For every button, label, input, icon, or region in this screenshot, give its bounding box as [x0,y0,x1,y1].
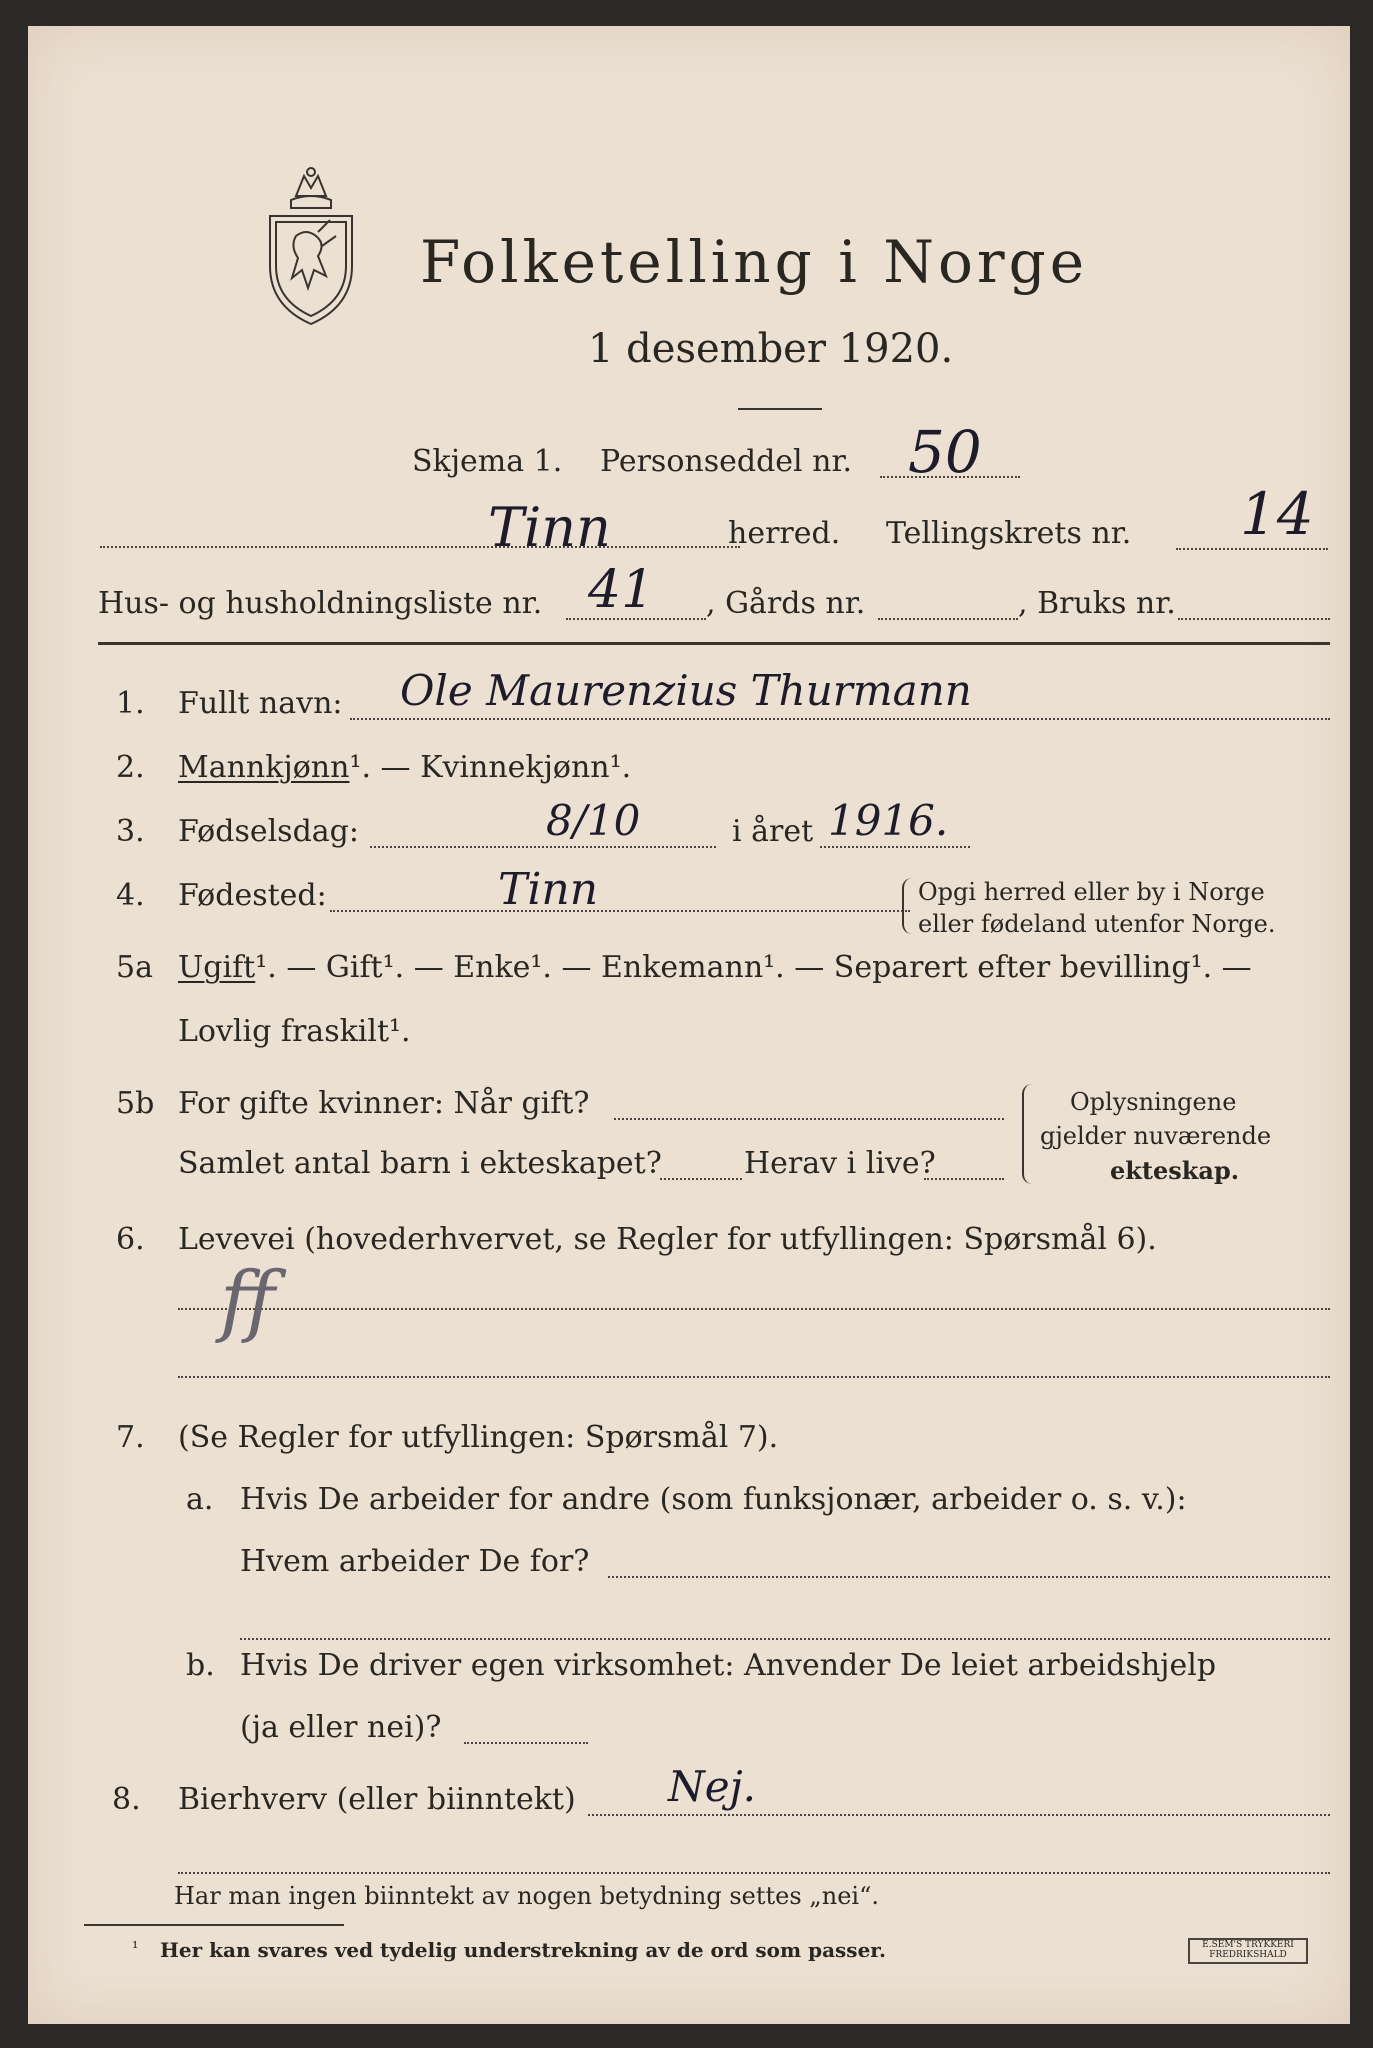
hus-label: Hus- og husholdningsliste nr. [98,586,543,621]
q7b-question: (ja eller nei)? [240,1710,442,1745]
footnote-mark: ¹ [132,1938,139,1957]
q7b-line [464,1742,588,1744]
q4-number: 4. [116,878,145,913]
q5a-line2: Lovlig fraskilt¹. [178,1014,411,1049]
year-label: i året [732,814,814,849]
hus-value: 41 [588,560,655,620]
q4-note-line1: Opgi herred eller by i Norge [918,878,1265,906]
bruks-label: , Bruks nr. [1018,586,1176,621]
tellingskrets-label: Tellingskrets nr. [886,516,1132,551]
q5a-rest: ¹. — Gift¹. — Enke¹. — Enkemann¹. — Separert efter bevilling¹. — [255,950,1252,985]
full-name-value: Ole Maurenzius Thurmann [400,666,972,715]
q6-label: Levevei (hovederhvervet, se Regler for utfyllingen: Spørsmål 6). [178,1222,1157,1257]
census-date: 1 desember 1920. [588,326,954,372]
q1-label: Fullt navn: [178,686,343,721]
q7-number: 7. [116,1420,145,1455]
personseddel-value: 50 [908,418,982,486]
q7a-label: Hvis De arbeider for andre (som funksjonær, arbeider o. s. v.): [240,1482,1187,1517]
q8-line2 [178,1872,1330,1874]
q5b-number: 5b [116,1086,155,1121]
census-form [28,26,1350,2024]
footnote-rule [84,1924,344,1926]
herred-value: Tinn [488,496,611,559]
bruks-line [1178,618,1330,620]
title-divider [738,408,822,410]
q7a-line1 [608,1576,1330,1578]
q7a-question: Hvem arbeider De for? [240,1544,590,1579]
q2-number: 2. [116,750,145,785]
q8-note: Har man ingen biinntekt av nogen betydning settes „nei“. [174,1882,879,1910]
q5b-label3: Herav i live? [744,1146,936,1181]
birth-year-value: 1916. [828,796,949,845]
personseddel-label: Personseddel nr. [600,444,853,479]
q3-line [370,846,716,848]
q3-number: 3. [116,814,145,849]
q5b-label2: Samlet antal barn i ekteskapet? [178,1146,662,1181]
q4-label: Fødested: [178,878,327,913]
birthplace-value: Tinn [498,864,599,915]
q7a-number: a. [186,1482,214,1517]
q1-line [350,718,1330,720]
q8-label: Bierhverv (eller biinntekt) [178,1782,576,1817]
printer-stamp-line2: FREDRIKSHALD [1209,1950,1287,1960]
gards-label: , Gårds nr. [706,586,866,621]
printer-stamp-line1: E.SEM'S TRYKKERI [1202,1940,1294,1950]
q8-line1 [588,1814,1330,1816]
coat-of-arms-icon [256,166,366,326]
unmarried-option: Ugift [178,950,256,985]
side-income-value: Nej. [668,1762,756,1811]
q4-line [330,910,910,912]
occupation-code-value: ff [220,1256,276,1346]
q8-number: 8. [112,1782,141,1817]
q7a-line2 [240,1638,1330,1640]
q5b-brace [1022,1084,1034,1184]
q5a-number: 5a [116,950,153,985]
q4-note-line2: eller fødeland utenfor Norge. [918,910,1276,938]
q6-number: 6. [116,1222,145,1257]
birthday-value: 8/10 [546,796,641,845]
form-title: Folketelling i Norge [420,228,1089,296]
q6-line1 [178,1308,1330,1310]
printer-stamp [1188,1938,1308,1964]
footnote-text: Her kan svares ved tydelig understrekning av de ord som passer. [160,1938,886,1962]
q2-rest: ¹. — Kvinnekjønn¹. [349,750,632,785]
tellingskrets-value: 14 [1240,480,1314,548]
q7-label: (Se Regler for utfyllingen: Spørsmål 7). [178,1420,779,1455]
q4-brace [902,878,912,934]
header-rule [98,642,1330,645]
q5b-note-line2: gjelder nuværende [1040,1122,1272,1150]
q5b-line3 [924,1178,1004,1180]
q5b-line1 [614,1118,1004,1120]
q5b-line2 [660,1178,742,1180]
year-line [820,846,970,848]
q7b-number: b. [186,1648,215,1683]
q5b-label1: For gifte kvinner: Når gift? [178,1086,590,1121]
q1-number: 1. [116,686,145,721]
q2-options [178,750,631,785]
q3-label: Fødselsdag: [178,814,359,849]
skjema-label: Skjema 1. [412,444,563,479]
male-option: Mannkjønn [178,750,350,785]
herred-label: herred. [728,516,841,551]
tellingskrets-line [1176,548,1328,550]
gards-line [878,618,1018,620]
q7b-label: Hvis De driver egen virksomhet: Anvender De leiet arbeidshjelp [240,1648,1217,1683]
q6-line2 [178,1376,1330,1378]
q5b-note-line3: ekteskap. [1110,1156,1240,1185]
herred-line [100,546,740,548]
q5b-note-line1: Oplysningene [1070,1088,1237,1116]
q5a-options [178,950,1252,985]
